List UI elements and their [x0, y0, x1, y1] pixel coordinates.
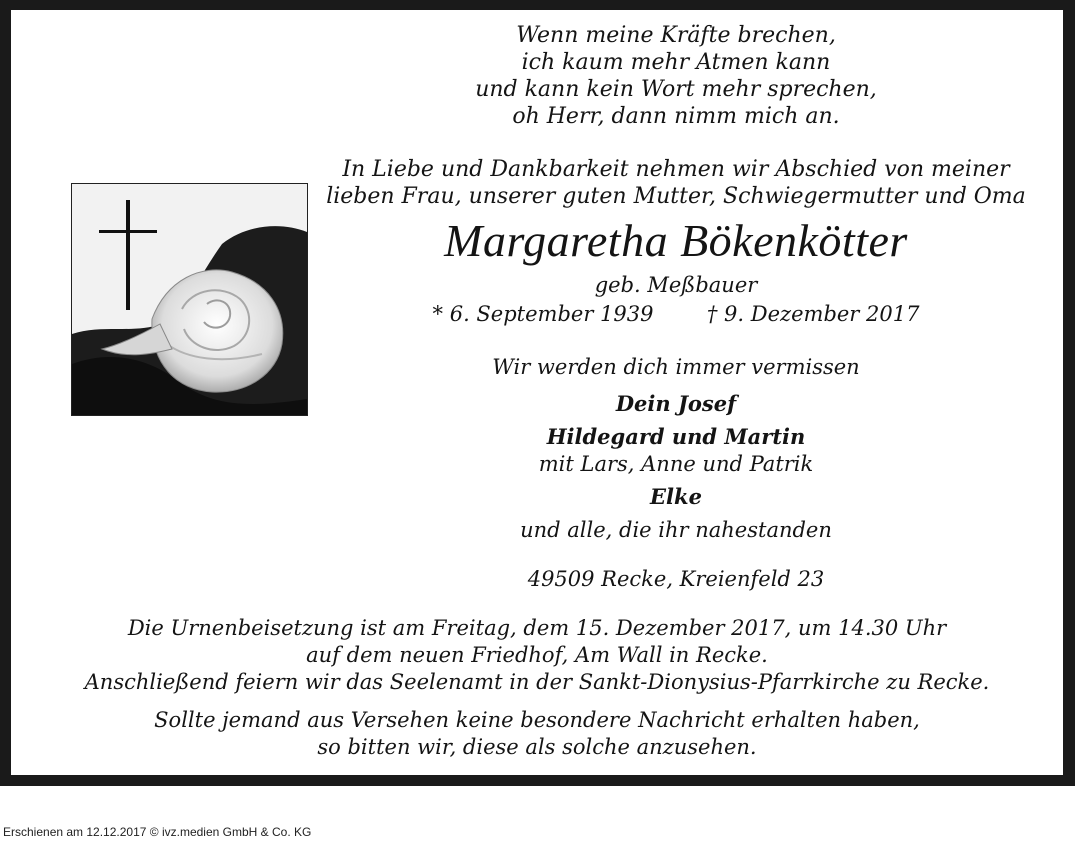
address: 49509 Recke, Kreienfeld 23 — [527, 567, 825, 591]
intro-line: lieben Frau, unserer guten Mutter, Schwiegermutter und Oma — [326, 184, 1026, 209]
mourner-daughter: Elke — [650, 484, 702, 509]
publication-footer: Erschienen am 12.12.2017 © ivz.medien GmbH & Co. KG — [3, 825, 312, 839]
mourner-husband: Dein Josef — [615, 391, 737, 416]
memorial-photo — [71, 183, 308, 416]
deceased-name: Margaretha Bökenkötter — [444, 215, 908, 266]
life-dates: * 6. September 1939 † 9. Dezember 2017 — [432, 302, 920, 326]
poem-line: und kann kein Wort mehr sprechen, — [475, 77, 877, 102]
birth-name: geb. Meßbauer — [594, 273, 758, 297]
burial-line: auf dem neuen Friedhof, Am Wall in Recke. — [306, 643, 768, 667]
notice-line: Sollte jemand aus Versehen keine besondere Nachricht erhalten haben, — [154, 708, 920, 732]
poem-line: Wenn meine Kräfte brechen, — [516, 23, 836, 48]
burial-line: Die Urnenbeisetzung ist am Freitag, dem 15. Dezember 2017, um 14.30 Uhr — [127, 616, 947, 640]
mourners-intro: Wir werden dich immer vermissen — [492, 355, 860, 379]
mourner-couple: Hildegard und Martin — [546, 424, 806, 449]
mourner-grandchildren: mit Lars, Anne und Patrik — [538, 452, 814, 476]
burial-line: Anschließend feiern wir das Seelenamt in der Sankt-Dionysius-Pfarrkirche zu Recke. — [84, 670, 990, 694]
poem-line: ich kaum mehr Atmen kann — [521, 50, 831, 75]
farewell-intro — [326, 156, 1026, 210]
mourner-others: und alle, die ihr nahestanden — [520, 518, 832, 542]
notice-text — [36, 707, 1038, 761]
intro-line: In Liebe und Dankbarkeit nehmen wir Abschied von meiner — [342, 157, 1010, 182]
cross-icon — [99, 200, 159, 312]
burial-info — [36, 615, 1038, 696]
poem — [376, 22, 976, 130]
poem-line: oh Herr, dann nimm mich an. — [512, 104, 840, 129]
notice-line: so bitten wir, diese als solche anzusehen. — [317, 735, 757, 759]
